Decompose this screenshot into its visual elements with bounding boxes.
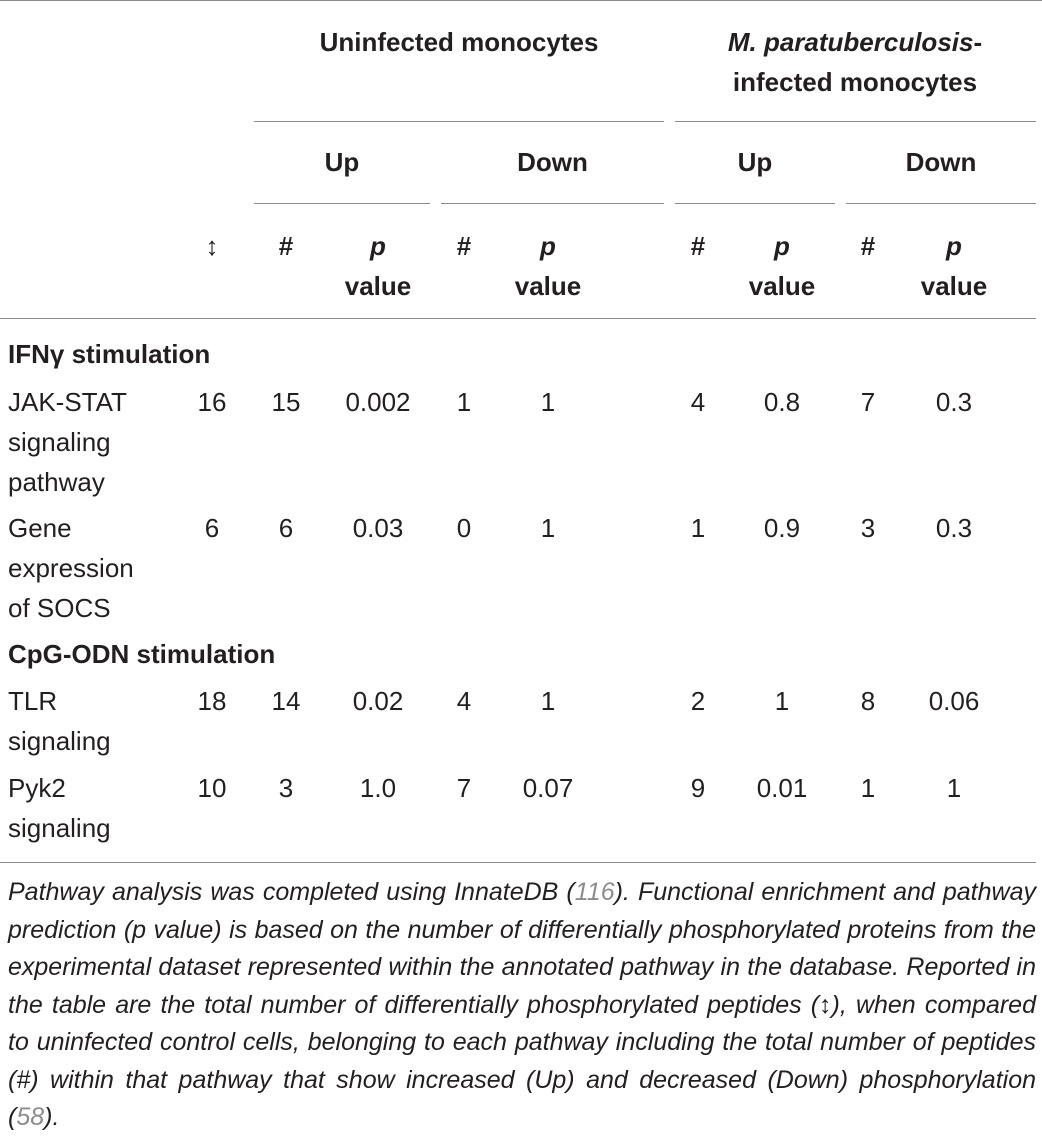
- header-bottom-rule: [0, 318, 1036, 319]
- header-u-down-count: #: [456, 231, 472, 261]
- cell-u-up-n: 15: [271, 387, 301, 417]
- citation-link[interactable]: 58: [16, 1103, 45, 1131]
- cell-u-down-n: 4: [456, 686, 472, 716]
- rule-group-infected: [675, 121, 1036, 122]
- cell-total: 6: [204, 513, 220, 543]
- cell-u-down-n: 1: [456, 387, 472, 417]
- cell-u-up-p: 1.0: [359, 773, 397, 803]
- cell-total: 18: [197, 686, 227, 716]
- row-label: Gene expression of SOCS: [8, 513, 134, 623]
- cell-i-down-p: 0.3: [935, 513, 973, 543]
- section-title-ifn: IFNγ stimulation: [8, 339, 211, 369]
- cell-i-down-n: 1: [860, 773, 876, 803]
- cell-i-up-n: 9: [690, 773, 706, 803]
- row-label: Pyk2 signaling: [8, 773, 111, 843]
- cell-u-up-p: 0.002: [345, 387, 411, 417]
- cell-i-up-n: 2: [690, 686, 706, 716]
- header-u-down-p: p value: [514, 231, 582, 301]
- header-i-up-count: #: [690, 231, 706, 261]
- header-infected-rest: infected monocytes: [732, 67, 978, 97]
- header-u-up-p: p value: [344, 231, 412, 301]
- cell-u-down-p: 0.07: [522, 773, 574, 803]
- rule-uninfected-down: [441, 203, 664, 204]
- top-rule: [0, 0, 1042, 1]
- header-i-up-p: p value: [748, 231, 816, 301]
- cell-u-down-p: 1: [540, 686, 556, 716]
- citation-link[interactable]: 116: [574, 878, 615, 906]
- cell-i-down-p: 0.06: [928, 686, 980, 716]
- section-title-cpg: CpG-ODN stimulation: [8, 639, 276, 669]
- cell-i-up-p: 0.01: [756, 773, 808, 803]
- cell-i-down-n: 3: [860, 513, 876, 543]
- header-infected-up: Up: [737, 147, 773, 177]
- cell-u-up-p: 0.03: [352, 513, 404, 543]
- header-infected-down: Down: [905, 147, 977, 177]
- header-u-up-count: #: [278, 231, 294, 261]
- cell-i-up-p: 0.8: [763, 387, 801, 417]
- header-uninfected-down: Down: [517, 147, 588, 177]
- cell-u-up-n: 3: [278, 773, 294, 803]
- cell-i-down-p: 1: [946, 773, 962, 803]
- header-uninfected-up: Up: [324, 147, 360, 177]
- rule-group-uninfected: [254, 121, 664, 122]
- rule-infected-down: [846, 203, 1036, 204]
- header-total-arrow: ↕: [205, 231, 219, 261]
- row-label: TLR signaling: [8, 686, 111, 756]
- header-infected-species: M. paratuberculosis: [727, 27, 974, 57]
- cell-total: 16: [197, 387, 227, 417]
- cell-i-up-p: 1: [774, 686, 790, 716]
- table-bottom-rule: [0, 862, 1036, 863]
- cell-i-up-p: 0.9: [763, 513, 801, 543]
- cell-u-down-n: 7: [456, 773, 472, 803]
- cell-u-up-n: 14: [271, 686, 301, 716]
- cell-u-up-p: 0.02: [352, 686, 404, 716]
- cell-u-down-n: 0: [456, 513, 472, 543]
- cell-total: 10: [197, 773, 227, 803]
- cell-u-down-p: 1: [540, 513, 556, 543]
- cell-i-up-n: 1: [690, 513, 706, 543]
- cell-u-down-p: 1: [540, 387, 556, 417]
- header-uninfected: Uninfected monocytes: [319, 27, 599, 57]
- cell-i-down-n: 8: [860, 686, 876, 716]
- cell-i-up-n: 4: [690, 387, 706, 417]
- row-label: JAK-STAT signaling pathway: [8, 387, 127, 497]
- header-infected: M. paratuberculosis- infected monocytes: [727, 27, 983, 97]
- header-i-down-p: p value: [920, 231, 988, 301]
- rule-infected-up: [675, 203, 835, 204]
- header-i-down-count: #: [860, 231, 876, 261]
- cell-i-down-p: 0.3: [935, 387, 973, 417]
- table-caption: Pathway analysis was completed using InnateDB (116). Functional enrichment and pathway prediction (p value) is based on the number of differentially phosphorylated proteins from the experimental dataset represented within the annotated pathway in the database. Reported in the table are the total number of differentially phosphorylated peptides (↕), when compared to uninfected control cells, belonging to each pathway including the total number of peptides (#) within that pathway that show increased (Up) and decreased (Down) phosphorylation (58).: [8, 878, 1036, 1131]
- cell-u-up-n: 6: [278, 513, 294, 543]
- rule-uninfected-up: [254, 203, 430, 204]
- cell-i-down-n: 7: [860, 387, 876, 417]
